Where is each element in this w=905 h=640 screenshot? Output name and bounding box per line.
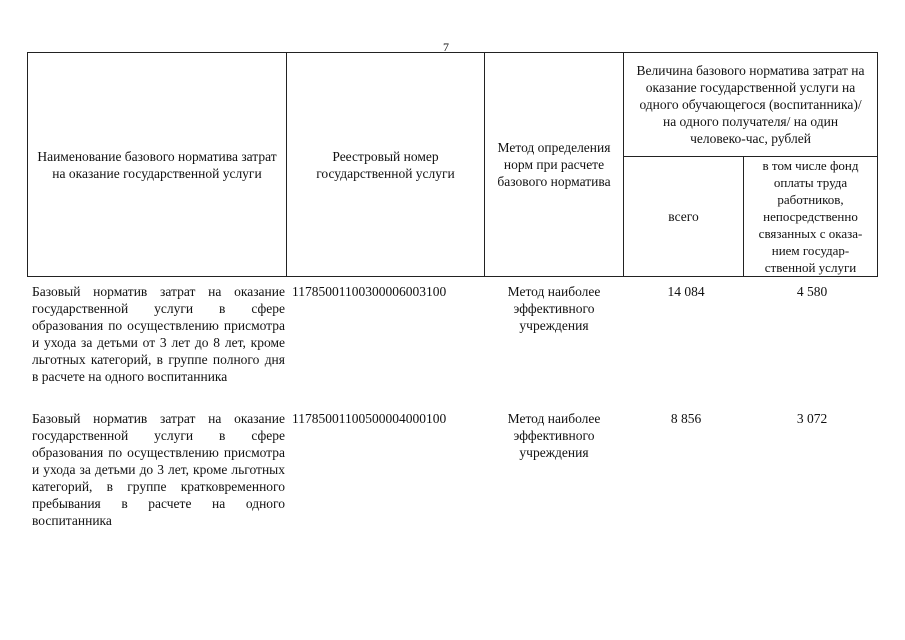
norms-table-header — [27, 52, 878, 277]
header-wage-fund: в том числе фонд оплаты труда работников, непосредственно связанных с оказа-нием государ-ственной услуги — [744, 157, 878, 277]
row-method: Метод наиболее эффективного учреждения — [507, 411, 601, 460]
row-registry-number: 11785001100500004000100 — [292, 411, 447, 426]
row-total-value: 14 084 — [667, 284, 705, 299]
row-wage-fund-value: 4 580 — [796, 284, 828, 299]
header-total: всего — [624, 157, 744, 277]
header-registry-number: Реестровый номер государственной услуги — [287, 53, 485, 277]
row-method: Метод наиболее эффективного учреждения — [507, 284, 601, 333]
header-norm-name: Наименование базового норматива затрат на оказание государственной услуги — [28, 53, 287, 277]
page-number: 7 — [443, 40, 449, 54]
row-norm-name: Базовый норматив затрат на оказание государственной услуги в сфере образования по осуществлению присмотра и ухода за детьми от 3 лет до 8 лет, кроме льготных категорий, в группе полного дня в расчете на одного воспитанника — [32, 284, 285, 384]
header-norm-value: Величина базового норматива затрат на оказание государственной услуги на одного обучающегося (воспитанника)/ на одного получателя/ на один человеко-час, рублей — [624, 53, 878, 157]
row-total-value: 8 856 — [670, 411, 702, 426]
row-registry-number: 11785001100300006003100 — [292, 284, 447, 299]
header-method: Метод определения норм при расчете базового норматива — [485, 53, 624, 277]
row-norm-name: Базовый норматив затрат на оказание государственной услуги в сфере образования по осуществлению присмотра и ухода за детьми до 3 лет, кроме льготных категорий, в группе кратковременного пребывания в расчете на одного воспитанника — [32, 411, 285, 528]
row-wage-fund-value: 3 072 — [796, 411, 828, 426]
